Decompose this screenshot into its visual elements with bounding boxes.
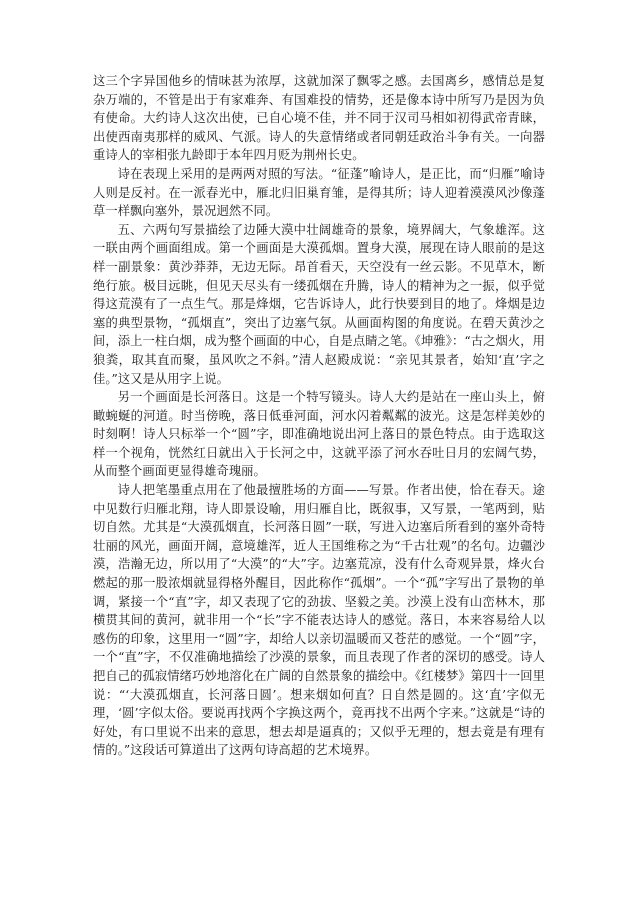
document-body — [93, 72, 545, 760]
paragraph-1: 这三个字异国他乡的情味甚为浓厚，这就加深了飘零之感。去国离乡，感情总是复杂万端的，不管是出于有家难奔、有国难投的情势，还是像本诗中所写乃是因为负有使命。大约诗人这次出使，已自心境不佳，并不同于汉司马相如初得武帝青睐，出使西南夷那样的威风、气派。诗人的失意情绪或者同朝廷政治斗争有关。一向器重诗人的宰相张九龄即于本年四月贬为荆州长史。 — [93, 74, 545, 163]
paragraph-2: 诗在表现上采用的是两两对照的写法。“征蓬”喻诗人，是正比，而“归雁”喻诗人则是反衬。在一派春光中，雁北归旧巢育雏，是得其所；诗人迎着漠漠风沙像蓬草一样飘向塞外，景况迥然不同。 — [93, 166, 545, 219]
paragraph-3: 五、六两句写景描绘了边陲大漠中壮阔雄奇的景象，境界阔大，气象雄浑。这一联由两个画面组成。第一个画面是大漠孤烟。置身大漠，展现在诗人眼前的是这样一副景象：黄沙莽莽，无边无际。昂首看天，天空没有一丝云影。不见草木，断绝行旅。极目远眺，但见天尽头有一缕孤烟在升腾，诗人的精神为之一振，似乎觉得这荒漠有了一点生气。那是烽烟，它告诉诗人，此行快要到目的地了。烽烟是边塞的典型景物，“孤烟直”，突出了边塞气氛。从画面构图的角度说。在碧天黄沙之间，添上一柱白烟，成为整个画面的中心，自是点睛之笔。《坤雅》：“古之烟火，用狼粪，取其直而聚，虽风吹之不斜。”清人赵殿成说：“亲见其景者，始知‘直’字之佳。”这又是从用字上说。 — [93, 222, 545, 386]
paragraph-5: 诗人把笔墨重点用在了他最擅胜场的方面——写景。作者出使，恰在春天。途中见数行归雁北翔，诗人即景设喻，用归雁自比，既叙事，又写景，一笔两到，贴切自然。尤其是“大漠孤烟直，长河落日圆”一联，写进入边塞后所看到的塞外奇特壮丽的风光，画面开阔，意境雄浑，近人王国维称之为“千古壮观”的名句。边疆沙漠，浩瀚无边，所以用了“大漠”的“大”字。边塞荒凉，没有什么奇观异景，烽火台燃起的那一股浓烟就显得格外醒目，因此称作“孤烟”。一个“孤”字写出了景物的单调，紧接一个“直”字，却又表现了它的劲拔、坚毅之美。沙漠上没有山峦林木，那横贯其间的黄河，就非用一个“长”字不能表达诗人的感觉。落日，本来容易给人以感伤的印象，这里用一“圆”字，却给人以亲切温暖而又苍茫的感觉。一个“圆”字，一个“直”字，不仅准确地描绘了沙漠的景象，而且表现了作者的深切的感受。诗人把自己的孤寂情绪巧妙地溶化在广阔的自然景象的描绘中。《红楼梦》第四十一回里说：“‘大漠孤烟直，长河落日圆’。想来烟如何直？日自然是圆的。这‘直’字似无理，‘圆’字似太俗。要说再找两个字换这两个，竟再找不出两个字来。”这就是“诗的好处，有口里说不出来的意思，想去却是逼真的；又似乎无理的，想去竟是有理有情的。”这段话可算道出了这两句诗高超的艺术境界。 — [93, 483, 545, 758]
paragraph-4: 另一个画面是长河落日。这是一个特写镜头。诗人大约是站在一座山头上，俯瞰蜿蜒的河道。时当傍晚，落日低垂河面，河水闪着粼粼的波光。这是怎样美妙的时刻啊！诗人只标举一个“圆”字，即准确地说出河上落日的景色特点。由于选取这样一个视角，恍然红日就出入于长河之中，这就平添了河水吞吐日月的宏阔气势，从而整个画面更显得雄奇瑰丽。 — [93, 390, 545, 479]
